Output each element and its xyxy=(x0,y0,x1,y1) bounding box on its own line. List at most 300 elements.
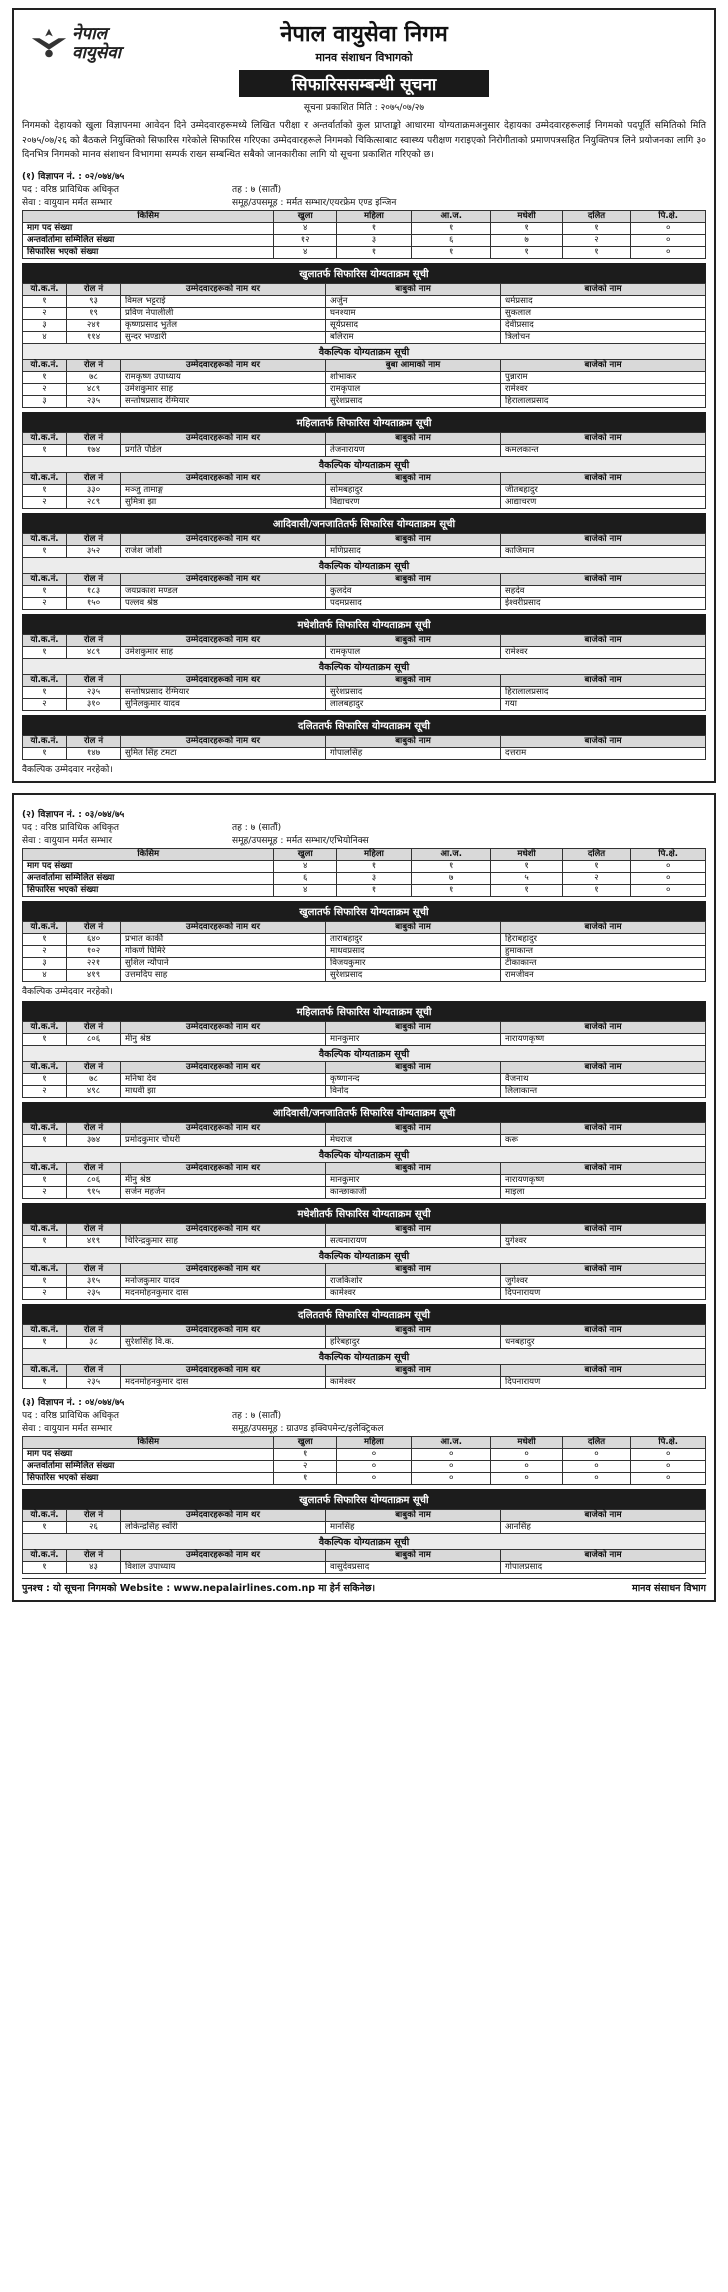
table-cell: माधवप्रसाद xyxy=(326,945,501,957)
table-cell: मानकुमार xyxy=(326,1033,501,1045)
table-cell: ३ xyxy=(336,234,411,246)
section-title: खुलातर्फ सिफारिस योग्यताक्रम सूची xyxy=(22,263,706,283)
table-cell: ० xyxy=(562,1472,631,1484)
table-cell: नारायणकृष्ण xyxy=(501,1174,706,1186)
notice-title: सिफारिससम्बन्धी सूचना xyxy=(239,70,489,97)
table-cell: २ xyxy=(23,496,67,508)
table-cell: २८९ xyxy=(67,496,121,508)
column-header: बाजेको नाम xyxy=(501,1324,706,1336)
table-cell: १ xyxy=(562,884,631,896)
table-cell: विनोद xyxy=(326,1085,501,1097)
table-row xyxy=(23,747,706,759)
table-cell: १ xyxy=(336,222,411,234)
column-header: रोल नं xyxy=(67,573,121,585)
table-cell: धर्मप्रसाद xyxy=(501,295,706,307)
table-cell: २ xyxy=(23,1287,67,1299)
table-cell: १०२ xyxy=(67,945,121,957)
table-cell: ३५२ xyxy=(67,545,121,557)
column-header: यो.क.नं. xyxy=(23,283,67,295)
vacancy-header xyxy=(22,171,706,210)
table-cell: ० xyxy=(631,1448,706,1460)
column-header: किसिम xyxy=(23,848,274,860)
post-label: पद : वरिष्ठ प्राविधिक अधिकृत xyxy=(22,822,120,833)
table-row xyxy=(23,1073,706,1085)
table-cell: काजिमान xyxy=(501,545,706,557)
table-cell: १ xyxy=(411,860,490,872)
table-cell: कृष्णप्रसाद भुर्तेल xyxy=(121,319,326,331)
table-cell: ईश्वरीप्रसाद xyxy=(501,597,706,609)
column-header: यो.क.नं. xyxy=(23,359,67,371)
table-row xyxy=(23,371,706,383)
table-cell: सुरेशप्रसाद xyxy=(326,686,501,698)
table-header-row xyxy=(23,1021,706,1033)
table-row xyxy=(23,444,706,456)
column-header: बाजेको नाम xyxy=(501,1509,706,1521)
advertisement-number: (३) विज्ञापन नं. : ०४/०७४/७५ xyxy=(22,1397,125,1408)
vacancy-line xyxy=(22,171,706,184)
advertisement-number: (१) विज्ञापन नं. : ०२/०७४/७५ xyxy=(22,171,125,182)
table-cell: ८०६ xyxy=(67,1033,121,1045)
alternative-list-title: वैकल्पिक योग्यताक्रम सूची xyxy=(22,659,706,674)
table-cell: सुनिलकुमार यादव xyxy=(121,698,326,710)
table-cell: १८३ xyxy=(67,585,121,597)
table-cell: रामकृष्ण उपाध्याय xyxy=(121,371,326,383)
table-cell: ० xyxy=(491,1448,562,1460)
table-cell: करू xyxy=(501,1134,706,1146)
column-header: रोल नं xyxy=(67,1324,121,1336)
table-cell: विजयकुमार xyxy=(326,957,501,969)
table-cell: २ xyxy=(23,383,67,395)
table-row xyxy=(23,295,706,307)
table-cell: सिफारिस भएको संख्या xyxy=(23,1472,274,1484)
table-cell: १ xyxy=(23,371,67,383)
column-header: बाबुको नाम xyxy=(326,1223,501,1235)
table-cell: दिपनारायण xyxy=(501,1376,706,1388)
table-cell: सोमबहादुर xyxy=(326,484,501,496)
level-label: तह : ७ (सातौं) xyxy=(232,184,282,195)
recommended-list-table xyxy=(22,735,706,760)
column-header: उम्मेदवारहरूको नाम थर xyxy=(121,634,326,646)
column-header: बाजेको नाम xyxy=(501,432,706,444)
table-cell: रामजीवन xyxy=(501,969,706,981)
table-row xyxy=(23,646,706,658)
column-header: पि.क्षे. xyxy=(631,848,706,860)
table-cell: २ xyxy=(562,872,631,884)
column-header: बाबुको नाम xyxy=(326,1324,501,1336)
table-cell: ५ xyxy=(491,872,562,884)
table-cell: २४१ xyxy=(67,319,121,331)
table-cell: सिफारिस भएको संख्या xyxy=(23,884,274,896)
column-header: बाबुको नाम xyxy=(326,1549,501,1561)
column-header: बाबुको नाम xyxy=(326,1263,501,1275)
column-header: रोल नं xyxy=(67,1364,121,1376)
column-header: यो.क.नं. xyxy=(23,573,67,585)
vacancy-1 xyxy=(22,171,706,775)
table-cell: ४३ xyxy=(67,1561,121,1573)
table-cell: प्रविण नेपालीली xyxy=(121,307,326,319)
table-row xyxy=(23,1275,706,1287)
column-header: बाबुको नाम xyxy=(326,674,501,686)
table-row xyxy=(23,496,706,508)
post-label: पद : वरिष्ठ प्राविधिक अधिकृत xyxy=(22,184,120,195)
table-cell: १५० xyxy=(67,597,121,609)
column-header: यो.क.नं. xyxy=(23,1364,67,1376)
table-cell: १ xyxy=(274,1472,336,1484)
table-cell: रामेश्वर xyxy=(501,383,706,395)
table-cell: ताराबहादुर xyxy=(326,933,501,945)
table-cell: कमलकान्त xyxy=(501,444,706,456)
table-cell: सुमित्रा झा xyxy=(121,496,326,508)
section-title: महिलातर्फ सिफारिस योग्यताक्रम सूची xyxy=(22,412,706,432)
column-header: यो.क.नं. xyxy=(23,533,67,545)
table-cell: युगेश्वर xyxy=(501,1235,706,1247)
column-header: उम्मेदवारहरूको नाम थर xyxy=(121,1223,326,1235)
vacancy-header xyxy=(22,1397,706,1436)
table-header-row xyxy=(23,432,706,444)
column-header: उम्मेदवारहरूको नाम थर xyxy=(121,359,326,371)
alternative-list-table xyxy=(22,1061,706,1098)
section-title: दलिततर्फ सिफारिस योग्यताक्रम सूची xyxy=(22,1304,706,1324)
column-header: उम्मेदवारहरूको नाम थर xyxy=(121,1021,326,1033)
table-cell: गया xyxy=(501,698,706,710)
table-header-row xyxy=(23,1061,706,1073)
table-cell: २ xyxy=(23,945,67,957)
table-cell: कान्छाकाजी xyxy=(326,1186,501,1198)
table-cell: राजकिशोर xyxy=(326,1275,501,1287)
table-cell: १ xyxy=(23,484,67,496)
table-cell: ७८ xyxy=(67,1073,121,1085)
column-header: रोल नं xyxy=(67,533,121,545)
table-cell: नारायणकृष्ण xyxy=(501,1033,706,1045)
table-cell: ४ xyxy=(274,246,336,258)
table-header-row xyxy=(23,1122,706,1134)
table-header-row xyxy=(23,1324,706,1336)
alternative-list-title: वैकल्पिक योग्यताक्रम सूची xyxy=(22,1248,706,1263)
recommended-list-table xyxy=(22,921,706,982)
table-cell: राजेश जोशी xyxy=(121,545,326,557)
vacancy-line xyxy=(22,184,706,197)
table-row xyxy=(23,686,706,698)
table-cell: ४ xyxy=(274,222,336,234)
alternative-list-title: वैकल्पिक योग्यताक्रम सूची xyxy=(22,1046,706,1061)
table-cell: २ xyxy=(23,597,67,609)
section-title: आदिवासी/जनजातितर्फ सिफारिस योग्यताक्रम सूची xyxy=(22,1102,706,1122)
service-label: सेवा : वायुयान मर्मत सम्भार xyxy=(22,197,113,208)
column-header: किसिम xyxy=(23,1436,274,1448)
alternative-list-title: वैकल्पिक योग्यताक्रम सूची xyxy=(22,558,706,573)
table-cell: अन्तर्वार्तामा सम्मिलित संख्या xyxy=(23,234,274,246)
column-header: बाजेको नाम xyxy=(501,921,706,933)
column-header: बाबुको नाम xyxy=(326,1364,501,1376)
table-cell: १ xyxy=(562,222,631,234)
column-header: मधेशी xyxy=(491,1436,562,1448)
column-header: बाबुको नाम xyxy=(326,1509,501,1521)
table-row xyxy=(23,1134,706,1146)
column-header: बाजेको नाम xyxy=(501,634,706,646)
table-cell: गोकर्ण घिमिरे xyxy=(121,945,326,957)
table-cell: ० xyxy=(336,1448,411,1460)
alternative-list-table xyxy=(22,1162,706,1199)
table-cell: ० xyxy=(411,1460,490,1472)
recommended-list-table xyxy=(22,1223,706,1248)
table-cell: १ xyxy=(411,884,490,896)
column-header: उम्मेदवारहरूको नाम थर xyxy=(121,1509,326,1521)
table-cell: जयप्रकाश मण्डल xyxy=(121,585,326,597)
column-header: बाबुको नाम xyxy=(326,921,501,933)
table-cell: २ xyxy=(23,307,67,319)
column-header: दलित xyxy=(562,210,631,222)
table-cell: प्रगति पौडेल xyxy=(121,444,326,456)
table-cell: १७४ xyxy=(67,444,121,456)
column-header: बाबुको नाम xyxy=(326,472,501,484)
table-cell: देवीप्रसाद xyxy=(501,319,706,331)
table-cell: ९१५ xyxy=(67,1186,121,1198)
vacancy-header xyxy=(22,809,706,848)
table-cell: ३१० xyxy=(67,698,121,710)
section-title: मधेशीतर्फ सिफारिस योग्यताक्रम सूची xyxy=(22,614,706,634)
table-row xyxy=(23,1376,706,1388)
alternative-list-title: वैकल्पिक योग्यताक्रम सूची xyxy=(22,344,706,359)
table-row xyxy=(23,307,706,319)
table-cell: ४१९ xyxy=(67,969,121,981)
table-cell: कृष्णानन्द xyxy=(326,1073,501,1085)
table-header-row xyxy=(23,359,706,371)
table-cell: ४ xyxy=(23,969,67,981)
table-row xyxy=(23,1448,706,1460)
table-cell: सुरेशसिंह वि.क. xyxy=(121,1336,326,1348)
table-cell: १ xyxy=(23,747,67,759)
table-cell: माधवी झा xyxy=(121,1085,326,1097)
table-row xyxy=(23,1186,706,1198)
column-header: बाजेको नाम xyxy=(501,573,706,585)
table-cell: १ xyxy=(23,444,67,456)
column-header: खुला xyxy=(274,210,336,222)
column-header: महिला xyxy=(336,210,411,222)
section-title: खुलातर्फ सिफारिस योग्यताक्रम सूची xyxy=(22,901,706,921)
table-cell: २ xyxy=(23,1186,67,1198)
table-cell: गोपालसिंह xyxy=(326,747,501,759)
table-cell: ३१५ xyxy=(67,1275,121,1287)
table-cell: जुगेश्वर xyxy=(501,1275,706,1287)
table-cell: टीकाकान्त xyxy=(501,957,706,969)
column-header: रोल नं xyxy=(67,1223,121,1235)
table-cell: मञ्जु तामाङ्ग xyxy=(121,484,326,496)
section-title: महिलातर्फ सिफारिस योग्यताक्रम सूची xyxy=(22,1001,706,1021)
column-header: यो.क.नं. xyxy=(23,472,67,484)
column-header: उम्मेदवारहरूको नाम थर xyxy=(121,472,326,484)
column-header: बाबुको नाम xyxy=(326,1122,501,1134)
alternative-list-table xyxy=(22,359,706,408)
table-cell: १ xyxy=(23,1134,67,1146)
table-cell: १ xyxy=(23,646,67,658)
table-cell: घनश्याम xyxy=(326,307,501,319)
column-header: बाबुको नाम xyxy=(326,533,501,545)
column-header: उम्मेदवारहरूको नाम थर xyxy=(121,921,326,933)
table-cell: २ xyxy=(23,698,67,710)
table-cell: ० xyxy=(631,872,706,884)
table-row xyxy=(23,957,706,969)
table-cell: ० xyxy=(562,1460,631,1472)
table-cell: १ xyxy=(411,246,490,258)
table-header-row xyxy=(23,634,706,646)
group-label: समूह/उपसमूह : मर्मत सम्भार/एयरफ्रेम एण्ड इन्जिन xyxy=(232,197,397,208)
table-cell: सर्जन महर्जन xyxy=(121,1186,326,1198)
alternative-list-table xyxy=(22,1263,706,1300)
table-row xyxy=(23,383,706,395)
table-cell: लिलाकान्त xyxy=(501,1085,706,1097)
column-header: बाजेको नाम xyxy=(501,1061,706,1073)
column-header: महिला xyxy=(336,1436,411,1448)
table-row xyxy=(23,872,706,884)
column-header: आ.ज. xyxy=(411,848,490,860)
table-row xyxy=(23,222,706,234)
table-cell: ० xyxy=(336,1460,411,1472)
table-cell: २ xyxy=(274,1460,336,1472)
table-cell: १ xyxy=(491,246,562,258)
table-cell: २ xyxy=(23,1085,67,1097)
level-label: तह : ७ (सातौं) xyxy=(232,1410,282,1421)
table-cell: १ xyxy=(23,1336,67,1348)
column-header: बाजेको नाम xyxy=(501,1364,706,1376)
alternative-list-table xyxy=(22,1364,706,1389)
column-header: मधेशी xyxy=(491,848,562,860)
table-cell: कामेश्वर xyxy=(326,1376,501,1388)
department-name: मानव संशाधन विभागको xyxy=(315,51,413,64)
table-cell: ७ xyxy=(411,872,490,884)
summary-table xyxy=(22,848,706,897)
summary-table xyxy=(22,210,706,259)
table-cell: १ xyxy=(23,1235,67,1247)
vacancy-line xyxy=(22,835,706,848)
table-cell: प्रभात कार्की xyxy=(121,933,326,945)
table-cell: ११४ xyxy=(67,331,121,343)
column-header: बाजेको नाम xyxy=(501,1122,706,1134)
table-cell: आद्याचरण xyxy=(501,496,706,508)
table-cell: मेघराज xyxy=(326,1134,501,1146)
footer-signature: मानव संसाधन विभाग xyxy=(632,1582,706,1594)
level-label: तह : ७ (सातौं) xyxy=(232,822,282,833)
column-header: पि.क्षे. xyxy=(631,210,706,222)
nepal-airlines-logo xyxy=(30,18,180,70)
table-cell: रामकृपाल xyxy=(326,646,501,658)
table-row xyxy=(23,1033,706,1045)
column-header: आ.ज. xyxy=(411,1436,490,1448)
column-header: बाबुको नाम xyxy=(326,735,501,747)
table-cell: ३ xyxy=(23,395,67,407)
table-header-row xyxy=(23,674,706,686)
table-header-row xyxy=(23,1263,706,1275)
column-header: रोल नं xyxy=(67,1162,121,1174)
column-header: बाजेको नाम xyxy=(501,283,706,295)
column-header: रोल नं xyxy=(67,1509,121,1521)
table-cell: सन्तोषप्रसाद रेग्मियार xyxy=(121,686,326,698)
table-cell: वैजनाथ xyxy=(501,1073,706,1085)
column-header: बाजेको नाम xyxy=(501,1162,706,1174)
column-header: यो.क.नं. xyxy=(23,1223,67,1235)
table-cell: वासुदेवप्रसाद xyxy=(326,1561,501,1573)
column-header: रोल नं xyxy=(67,472,121,484)
logo-text-line2: वायुसेवा xyxy=(72,43,122,63)
column-header: रोल नं xyxy=(67,1061,121,1073)
column-header: यो.क.नं. xyxy=(23,921,67,933)
table-cell: १ xyxy=(23,1033,67,1045)
table-cell: विद्याचरण xyxy=(326,496,501,508)
service-label: सेवा : वायुयान मर्मत सम्भार xyxy=(22,835,113,846)
table-cell: १ xyxy=(336,246,411,258)
alternative-list-table xyxy=(22,674,706,711)
column-header: यो.क.नं. xyxy=(23,1061,67,1073)
column-header: रोल नं xyxy=(67,1549,121,1561)
table-cell: हुमाकान्त xyxy=(501,945,706,957)
publication-date: सूचना प्रकाशित मिति : २०७५/०७/२७ xyxy=(303,103,425,113)
table-cell: दिपनारायण xyxy=(501,1287,706,1299)
table-cell: १ xyxy=(23,686,67,698)
table-header-row xyxy=(23,1436,706,1448)
table-row xyxy=(23,969,706,981)
table-cell: ३८ xyxy=(67,1336,121,1348)
table-cell: अर्जुन xyxy=(326,295,501,307)
table-cell: माग पद संख्या xyxy=(23,222,274,234)
table-cell: मदनमोहनकुमार दास xyxy=(121,1376,326,1388)
table-cell: लालबहादुर xyxy=(326,698,501,710)
alternative-list-table xyxy=(22,472,706,509)
column-header: उम्मेदवारहरूको नाम थर xyxy=(121,1263,326,1275)
table-cell: शोभाकर xyxy=(326,371,501,383)
column-header: यो.क.नं. xyxy=(23,1549,67,1561)
table-cell: कामेश्वर xyxy=(326,1287,501,1299)
column-header: खुला xyxy=(274,1436,336,1448)
table-row xyxy=(23,945,706,957)
table-cell: मानकुमार xyxy=(326,1174,501,1186)
column-header: उम्मेदवारहरूको नाम थर xyxy=(121,1162,326,1174)
table-row xyxy=(23,1561,706,1573)
table-cell: लोकेन्द्रसिंह स्वाँरी xyxy=(121,1521,326,1533)
column-header: यो.क.नं. xyxy=(23,1509,67,1521)
table-cell: १ xyxy=(23,295,67,307)
table-cell: सत्यनारायण xyxy=(326,1235,501,1247)
table-cell: १ xyxy=(491,860,562,872)
vacancy-line xyxy=(22,1410,706,1423)
table-cell: ४ xyxy=(23,331,67,343)
column-header: रोल नं xyxy=(67,634,121,646)
column-header: बाजेको नाम xyxy=(501,1223,706,1235)
table-cell: उत्तमदिप साह xyxy=(121,969,326,981)
table-cell: १४७ xyxy=(67,747,121,759)
table-cell: सिफारिस भएको संख्या xyxy=(23,246,274,258)
table-row xyxy=(23,1336,706,1348)
column-header: उम्मेदवारहरूको नाम थर xyxy=(121,1324,326,1336)
table-row xyxy=(23,1460,706,1472)
no-alternative-note: वैकल्पिक उम्मेदवार नरहेको। xyxy=(22,764,113,775)
recommended-list-table xyxy=(22,1509,706,1534)
table-cell: सुशिल न्यौपाने xyxy=(121,957,326,969)
table-cell: ६ xyxy=(274,872,336,884)
table-cell: ४ xyxy=(274,860,336,872)
table-row xyxy=(23,484,706,496)
table-cell: चिरिन्द्रकुमार साह xyxy=(121,1235,326,1247)
column-header: बाजेको नाम xyxy=(501,735,706,747)
table-cell: सुकलाल xyxy=(501,307,706,319)
table-row xyxy=(23,545,706,557)
table-row xyxy=(23,234,706,246)
column-header: बाबुको नाम xyxy=(326,1021,501,1033)
table-row xyxy=(23,933,706,945)
vacancy-3 xyxy=(22,1397,706,1574)
table-cell: १ xyxy=(491,884,562,896)
table-cell: १ xyxy=(491,222,562,234)
column-header: किसिम xyxy=(23,210,274,222)
column-header: बुबा आमाको नाम xyxy=(326,359,501,371)
